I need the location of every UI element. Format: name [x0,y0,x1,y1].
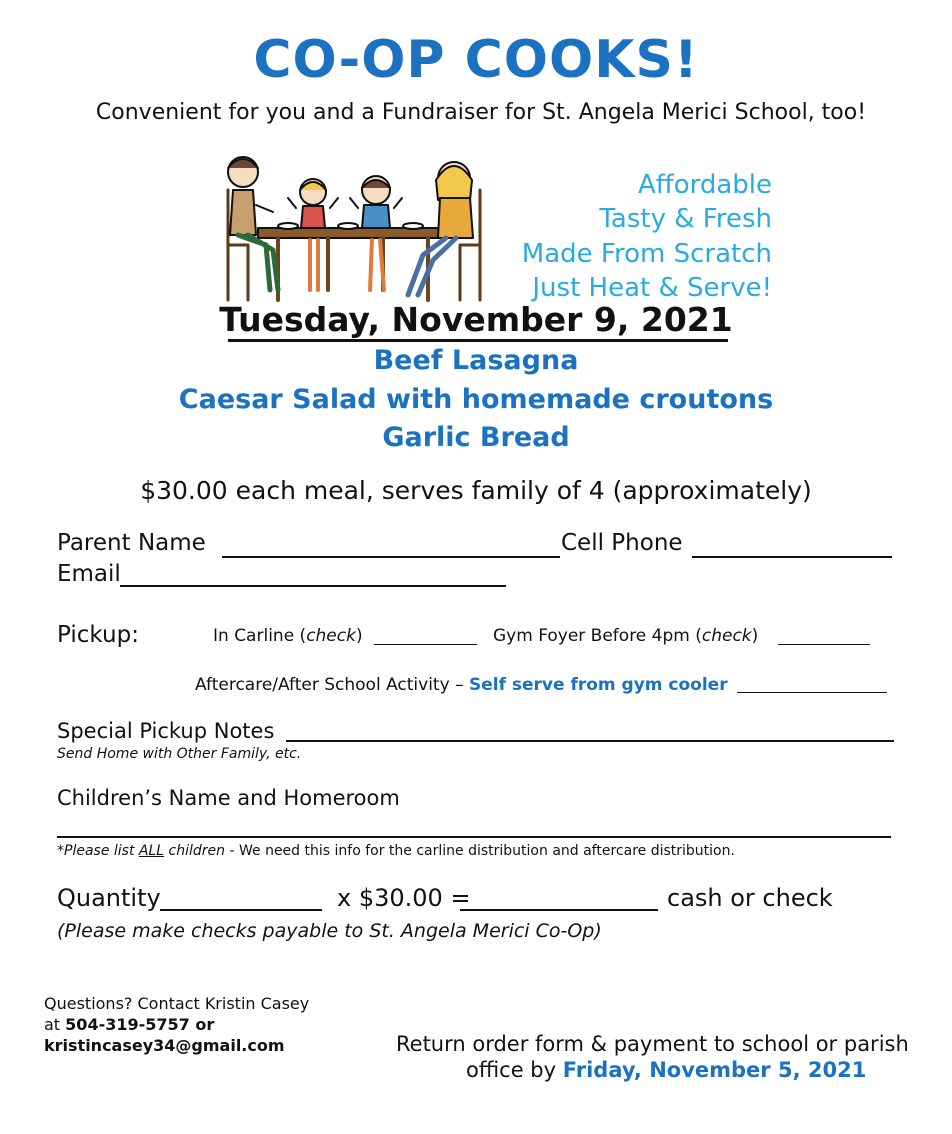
check-word: check [306,626,356,646]
pickup-label: Pickup: [57,622,139,648]
contact-line: Questions? Contact Kristin Casey [44,994,310,1013]
special-notes-label: Special Pickup Notes [57,719,275,743]
carline-option [213,626,363,646]
date-underline [228,339,728,342]
return-prefix: office by [466,1058,563,1082]
children-note-all: ALL [138,843,165,859]
menu-item: Caesar Salad with homemade croutons [178,384,774,415]
feature-affordable: Affordable [638,170,772,200]
menu-item: Garlic Bread [382,422,570,453]
family-dinner-illustration [218,150,494,305]
aftercare-label: Aftercare/After School Activity – [195,675,469,695]
close-paren: ) [355,626,363,646]
gym-foyer-field[interactable] [778,644,870,645]
price-line: $30.00 each meal, serves family of 4 (approximately) [140,476,812,505]
children-note-mid: children [164,843,226,859]
email-label: Email [57,561,121,587]
page-title: CO-OP COOKS! [253,30,699,90]
quantity-field[interactable] [160,909,322,911]
checks-payable-note: (Please make checks payable to St. Angela Merici Co-Op) [57,920,602,942]
return-deadline-line [466,1058,866,1082]
return-instructions: Return order form & payment to school or parish [396,1032,909,1056]
quantity-label: Quantity [57,884,161,912]
gym-label: Gym Foyer Before 4pm ( [493,626,702,646]
aftercare-field[interactable] [737,692,887,693]
children-note [57,843,735,859]
check-word: check [701,626,752,646]
email-field[interactable] [120,585,506,587]
feature-tasty-fresh: Tasty & Fresh [599,204,772,234]
children-note-prefix: *Please list [57,843,139,859]
price-multiplier: x $30.00 = [337,884,471,912]
contact-phone: 504-319-5757 or [65,1015,215,1034]
return-deadline: Friday, November 5, 2021 [562,1058,867,1082]
aftercare-note: Self serve from gym cooler [468,675,728,695]
cell-phone-field[interactable] [692,556,892,558]
contact-phone-line [44,1015,214,1034]
parent-name-field[interactable] [222,556,560,558]
close-paren: ) [751,626,759,646]
parent-name-label: Parent Name [57,530,206,556]
feature-made-from-scratch: Made From Scratch [521,239,772,269]
gym-foyer-option [493,626,758,646]
page-subtitle: Convenient for you and a Fundraiser for St. Angela Merici School, too! [95,100,867,125]
event-date: Tuesday, November 9, 2021 [219,300,733,339]
aftercare-option [195,675,728,695]
total-field[interactable] [460,909,658,911]
contact-email: kristincasey34@gmail.com [44,1036,285,1055]
contact-at: at [44,1015,66,1034]
special-notes-field[interactable] [286,740,894,742]
children-field[interactable] [57,836,891,838]
children-label: Children’s Name and Homeroom [57,786,400,810]
special-notes-hint: Send Home with Other Family, etc. [57,746,302,762]
children-note-rest: - We need this info for the carline distribution and aftercare distribution. [225,843,735,859]
cell-phone-label: Cell Phone [561,530,683,556]
feature-just-heat-serve: Just Heat & Serve! [532,273,772,303]
carline-label: In Carline ( [213,626,307,646]
payment-methods: cash or check [667,884,833,912]
menu-item: Beef Lasagna [373,345,579,376]
carline-field[interactable] [374,644,477,645]
